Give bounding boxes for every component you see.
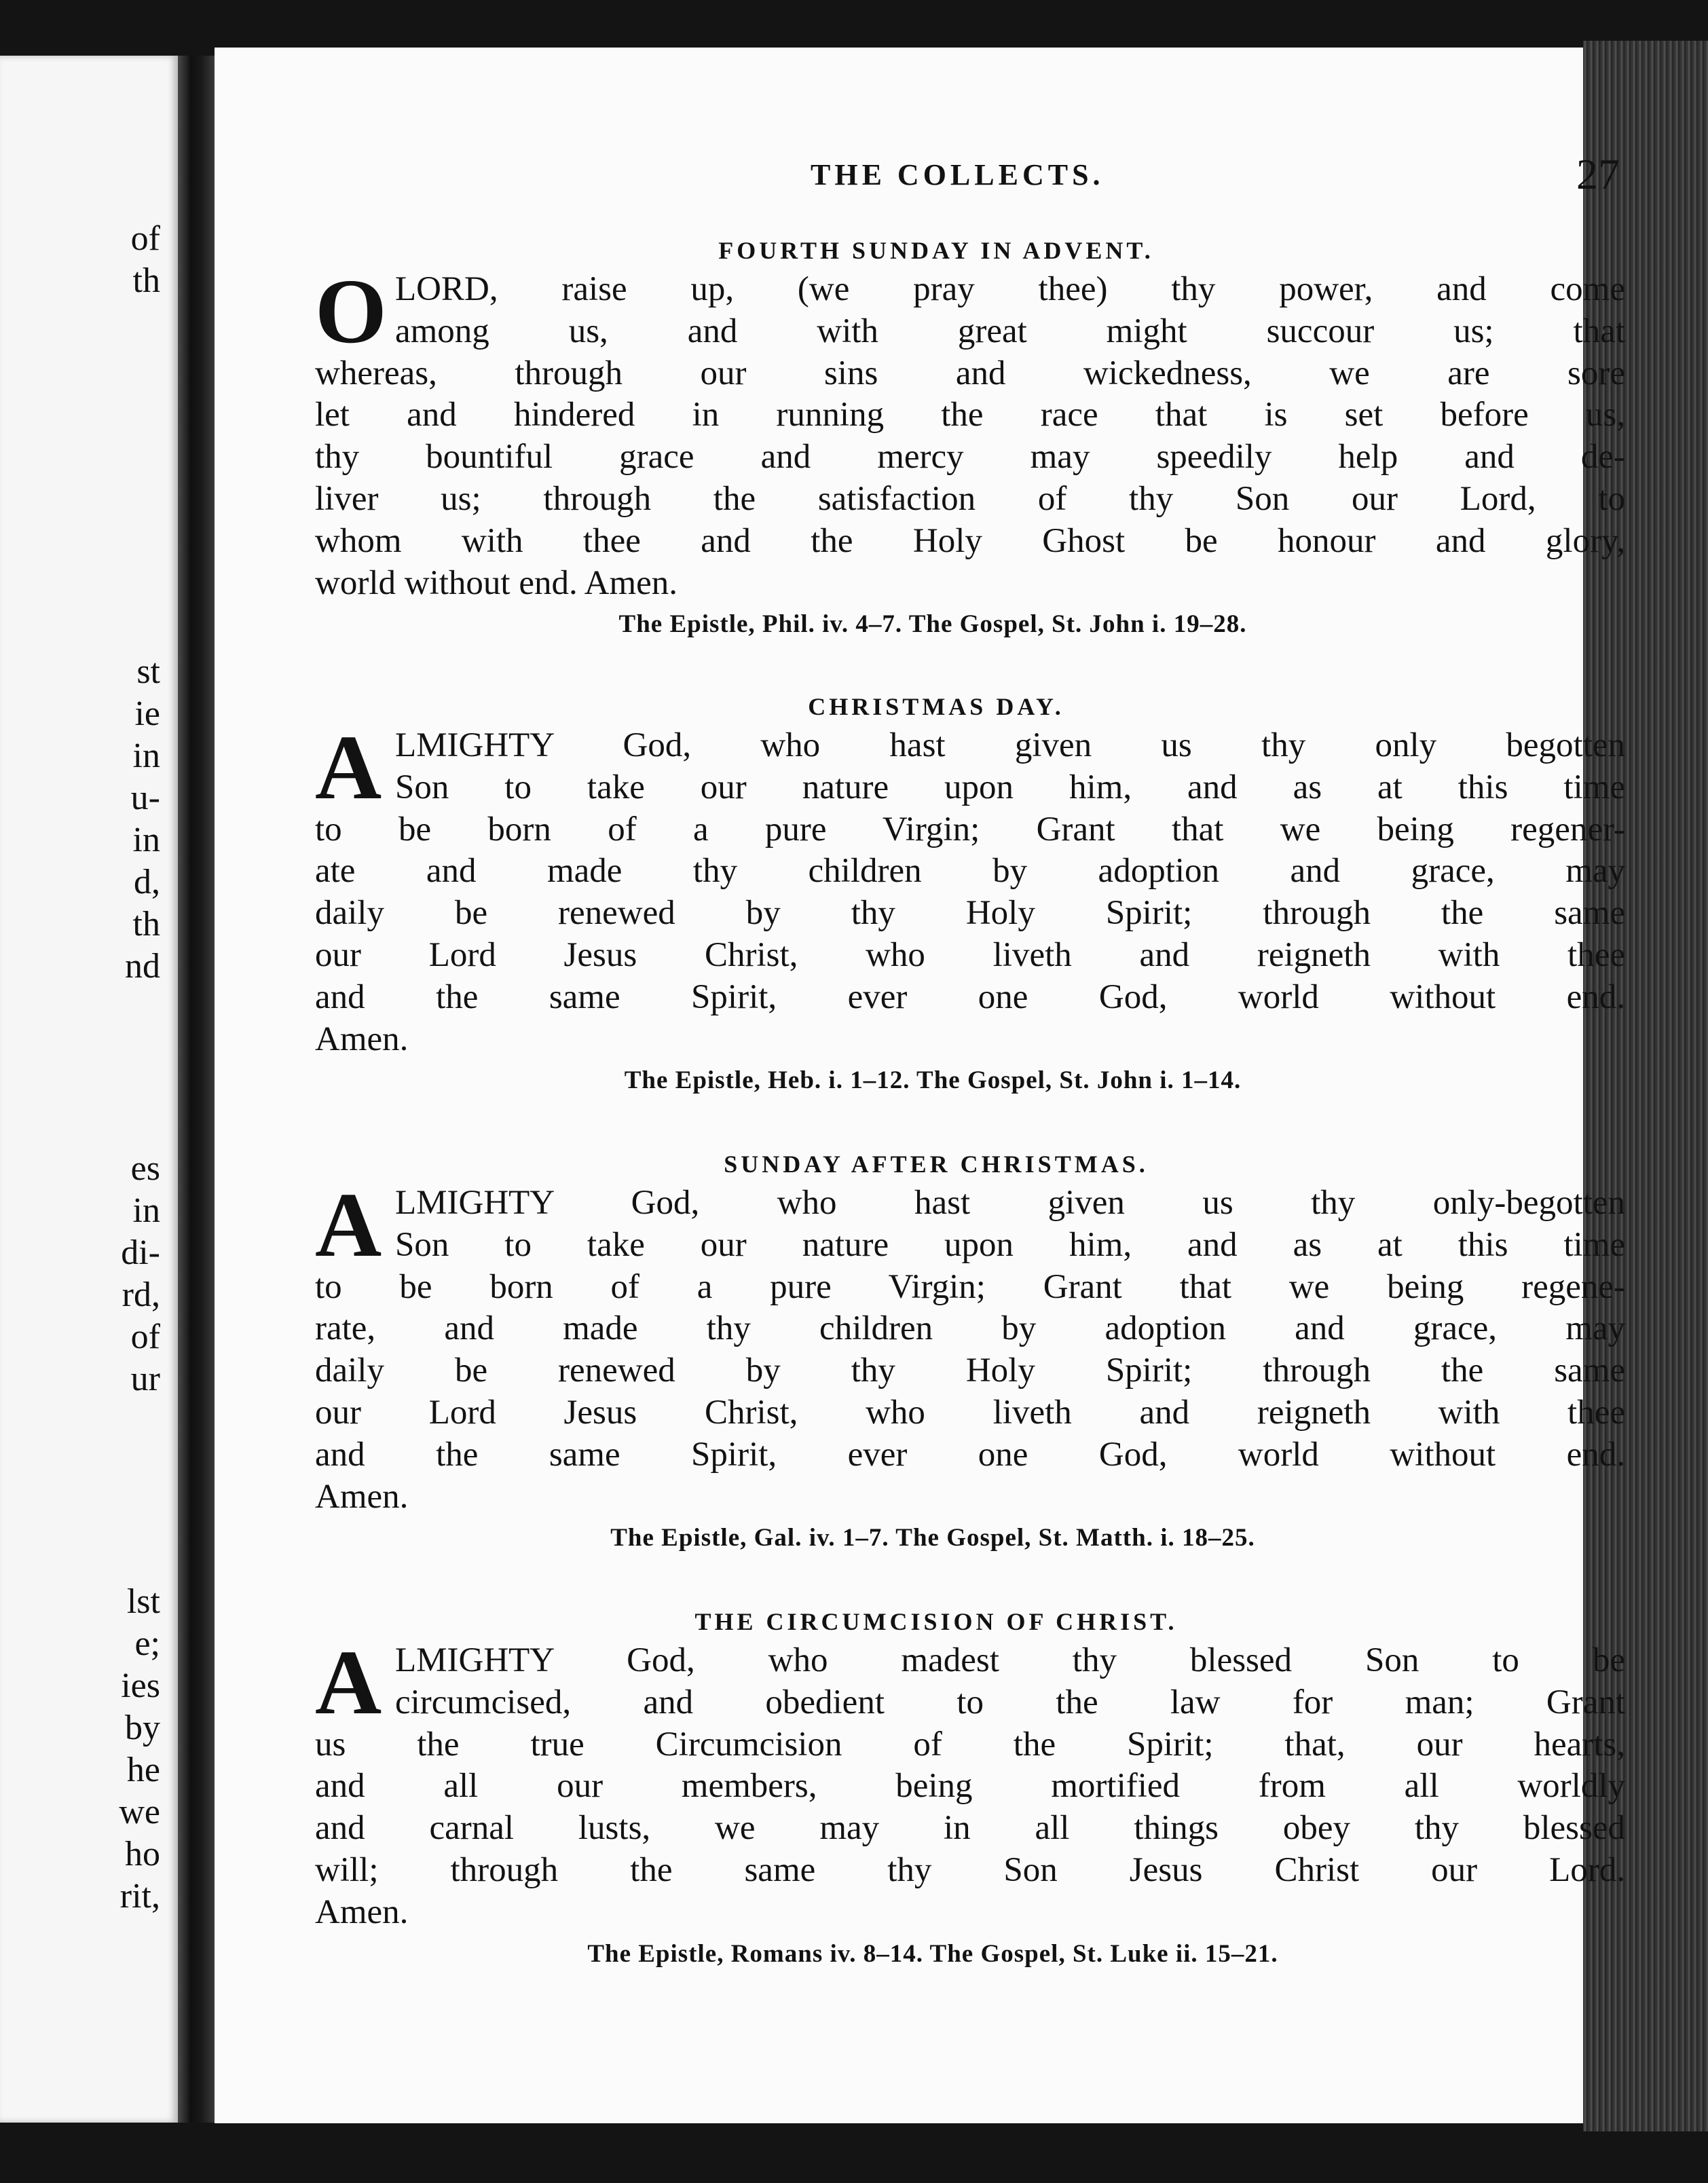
left-fragment: ur	[130, 1360, 160, 1398]
left-fragment: d,	[134, 863, 160, 901]
drop-cap: O	[315, 261, 387, 362]
facing-page-left	[0, 56, 178, 2123]
left-fragment: ie	[134, 694, 160, 733]
text-line: world without end. Amen.	[315, 563, 678, 602]
section-sunday-after-christmas	[315, 1150, 1625, 1552]
text-line: thy bountiful grace and mercy may speedily help and de-	[315, 438, 1625, 477]
left-fragment: in	[132, 736, 160, 775]
left-fragment: of	[130, 219, 160, 258]
collect-text	[315, 1632, 1625, 1934]
text-line: and all our members, being mortified from all worldly	[315, 1767, 1625, 1806]
left-fragment: ho	[125, 1835, 160, 1873]
running-head	[315, 150, 1625, 212]
text-line: whereas, through our sins and wickedness, we are sore	[315, 354, 1625, 392]
section-heading: FOURTH SUNDAY IN ADVENT.	[718, 237, 1154, 264]
text-line: whom with thee and the Holy Ghost be honour and glory,	[315, 521, 1625, 560]
text-line: circumcised, and obedient to the law for man; Grant	[395, 1683, 1625, 1721]
section-heading: THE CIRCUMCISION OF CHRIST.	[694, 1608, 1178, 1635]
left-fragment: rd,	[122, 1275, 160, 1314]
text-line: Son to take our nature upon him, and as at this time	[395, 768, 1625, 806]
text-line: to be born of a pure Virgin; Grant that we being regene-	[315, 1267, 1625, 1306]
text-line: Amen.	[315, 1020, 409, 1058]
text-line: among us, and with great might succour us; that	[395, 312, 1625, 350]
text-line: LMIGHTY God, who hast given us thy only begotten	[395, 726, 1625, 764]
left-fragment: we	[119, 1793, 160, 1831]
left-fragment: lst	[126, 1582, 160, 1621]
collect-text	[315, 717, 1625, 1060]
text-line: ate and made thy children by adoption and grace, may	[315, 852, 1625, 891]
left-fragment: ies	[121, 1666, 160, 1705]
drop-cap: A	[315, 1632, 382, 1734]
drop-cap: A	[315, 1174, 382, 1276]
scripture-reference: The Epistle, Phil. iv. 4–7. The Gospel, St. John i. 19–28.	[618, 610, 1247, 639]
section-heading: CHRISTMAS DAY.	[808, 693, 1064, 720]
text-line: rate, and made thy children by adoption and grace, may	[315, 1309, 1625, 1348]
text-line: LMIGHTY God, who hast given us thy only-begotten	[395, 1184, 1625, 1222]
left-fragment: u-	[130, 779, 160, 817]
text-line: and carnal lusts, we may in all things obey thy blessed	[315, 1809, 1625, 1848]
left-fragment: di-	[121, 1233, 160, 1272]
text-line: daily be renewed by thy Holy Spirit; through the same	[315, 1351, 1625, 1390]
running-head-title: THE COLLECTS.	[811, 158, 1104, 191]
text-line: Amen.	[315, 1477, 409, 1516]
page-number: 27	[1576, 150, 1620, 198]
text-line: and the same Spirit, ever one God, world without end.	[315, 977, 1625, 1016]
left-fragment: th	[132, 261, 160, 300]
left-fragment: es	[130, 1149, 160, 1188]
text-line: Son to take our nature upon him, and as at this time	[395, 1225, 1625, 1264]
section-circumcision-of-christ	[315, 1607, 1625, 1969]
section-heading: SUNDAY AFTER CHRISTMAS.	[724, 1151, 1149, 1178]
left-fragment: in	[132, 821, 160, 859]
scripture-reference: The Epistle, Gal. iv. 1–7. The Gospel, St. Matth. i. 18–25.	[610, 1524, 1255, 1552]
text-line: LORD, raise up, (we pray thee) thy power, and come	[395, 270, 1625, 308]
text-line: to be born of a pure Virgin; Grant that we being regener-	[315, 810, 1625, 848]
drop-cap: A	[315, 717, 382, 819]
text-line: daily be renewed by thy Holy Spirit; through the same	[315, 894, 1625, 933]
scripture-reference: The Epistle, Romans iv. 8–14. The Gospel, St. Luke ii. 15–21.	[587, 1939, 1278, 1968]
collect-text	[315, 1174, 1625, 1518]
section-fourth-sunday-advent	[315, 236, 1625, 639]
collect-text	[315, 261, 1625, 604]
text-line: our Lord Jesus Christ, who liveth and reigneth with thee	[315, 935, 1625, 974]
left-fragment: he	[126, 1751, 160, 1789]
left-fragment: th	[132, 905, 160, 944]
scripture-reference: The Epistle, Heb. i. 1–12. The Gospel, St. John i. 1–14.	[624, 1066, 1242, 1095]
text-line: our Lord Jesus Christ, who liveth and reigneth with thee	[315, 1393, 1625, 1432]
left-fragment: st	[136, 652, 160, 691]
left-fragment: in	[132, 1191, 160, 1230]
left-fragment: by	[125, 1709, 160, 1747]
left-fragment: of	[130, 1318, 160, 1356]
text-line: and the same Spirit, ever one God, world without end.	[315, 1435, 1625, 1474]
left-fragment: rit,	[119, 1877, 160, 1916]
left-fragment: e;	[134, 1624, 160, 1663]
book-page	[215, 48, 1625, 2123]
text-line: us the true Circumcision of the Spirit; that, our hearts,	[315, 1725, 1625, 1764]
text-line: let and hindered in running the race that is set before us,	[315, 396, 1625, 434]
section-christmas-day	[315, 692, 1625, 1095]
book-gutter	[178, 56, 215, 2123]
text-line: liver us; through the satisfaction of thy Son our Lord, to	[315, 479, 1625, 518]
text-line: LMIGHTY God, who madest thy blessed Son to be	[395, 1641, 1625, 1679]
scan-border-bottom	[0, 2118, 1708, 2183]
text-line: Amen.	[315, 1892, 409, 1931]
text-line: will; through the same thy Son Jesus Christ our Lord.	[315, 1850, 1625, 1889]
left-fragment: nd	[125, 947, 160, 986]
